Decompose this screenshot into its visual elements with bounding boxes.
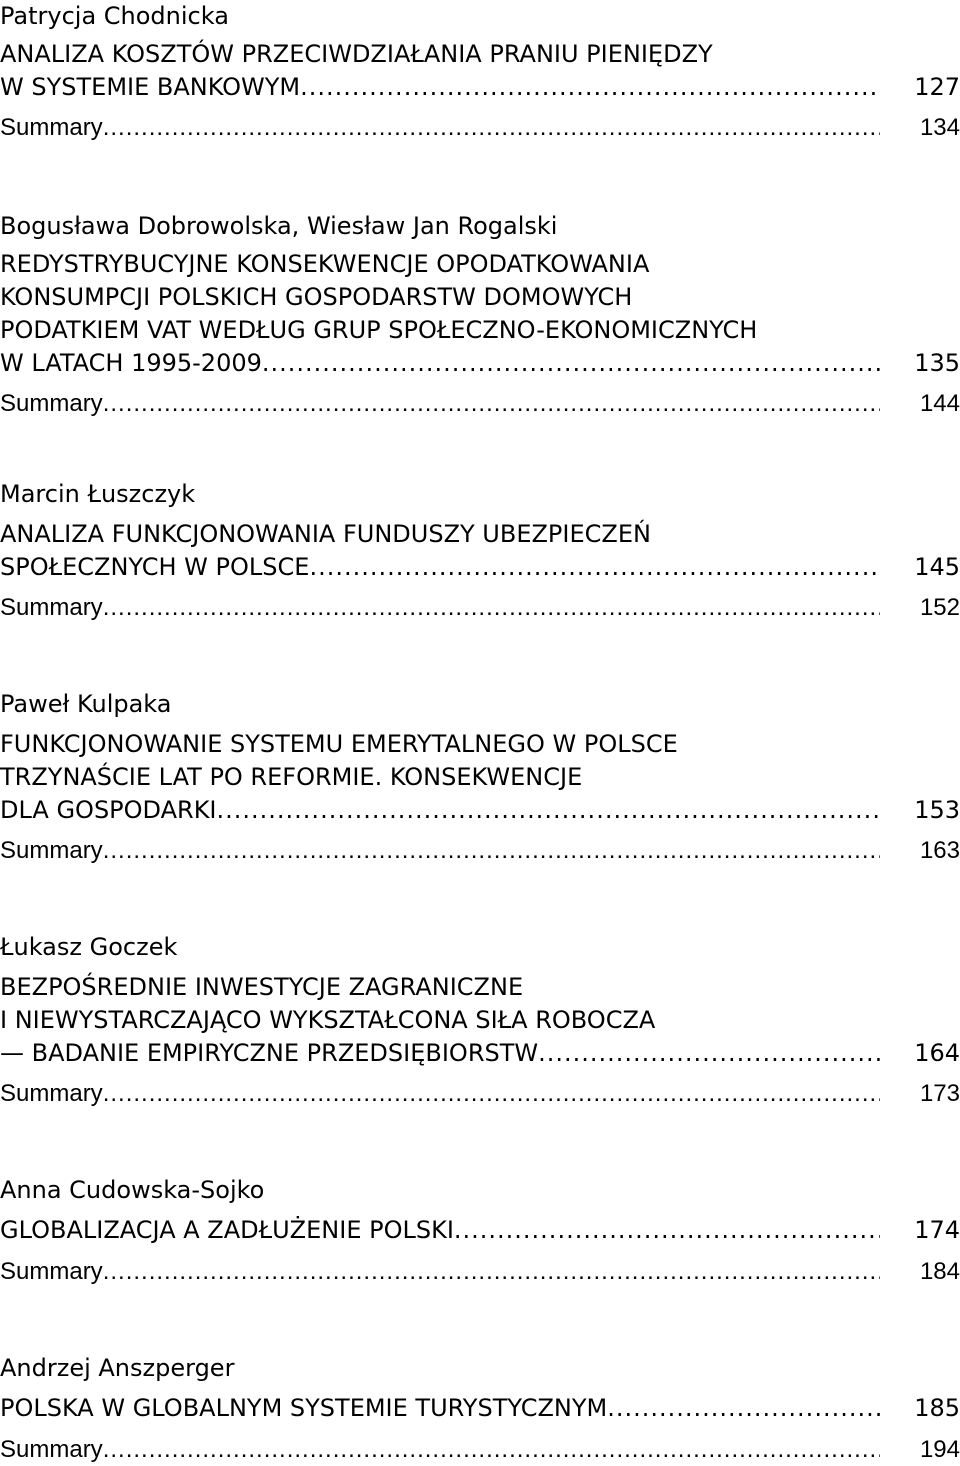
summary-label: Summary ..... [0, 1078, 880, 1110]
entry-author: Patrycja Chodnicka [0, 2, 229, 30]
entry-author: Łukasz Goczek [0, 933, 178, 961]
entry-title-last: W LATACH 1995-2009 ..... [0, 347, 880, 379]
entry-title-row[interactable] [0, 551, 960, 583]
entry-title-line: I NIEWYSTARCZAJĄCO WYKSZTAŁCONA SIŁA ROBOCZA [0, 1006, 656, 1034]
entry-author: Andrzej Anszperger [0, 1354, 235, 1382]
entry-author: Paweł Kulpaka [0, 690, 172, 718]
entry-title-row[interactable] [0, 1392, 960, 1424]
entry-summary-row[interactable] [0, 1078, 960, 1110]
entry-page: 185 [914, 1394, 960, 1422]
entry-page: 164 [914, 1039, 960, 1067]
entry-title-last: GLOBALIZACJA A ZADŁUŻENIE POLSKI ..... [0, 1214, 880, 1246]
entry-title-row[interactable] [0, 1037, 960, 1069]
entry-title-line: FUNKCJONOWANIE SYSTEMU EMERYTALNEGO W POLSCE [0, 730, 678, 758]
summary-label: Summary ..... [0, 1434, 880, 1466]
entry-title-line: PODATKIEM VAT WEDŁUG GRUP SPOŁECZNO-EKONOMICZNYCH [0, 316, 758, 344]
entry-summary-row[interactable] [0, 592, 960, 624]
summary-label: Summary ..... [0, 835, 880, 867]
entry-page: 153 [914, 796, 960, 824]
entry-title-line: ANALIZA FUNKCJONOWANIA FUNDUSZY UBEZPIECZEŃ [0, 520, 651, 548]
entry-title-row[interactable] [0, 347, 960, 379]
entry-page: 174 [914, 1216, 960, 1244]
entry-author: Bogusława Dobrowolska, Wiesław Jan Rogalski [0, 212, 558, 240]
summary-page: 152 [919, 594, 960, 621]
entry-author: Marcin Łuszczyk [0, 480, 196, 508]
entry-title-line: REDYSTRYBUCYJNE KONSEKWENCJE OPODATKOWANIA [0, 250, 650, 278]
entry-page: 135 [914, 349, 960, 377]
entry-title-last: POLSKA W GLOBALNYM SYSTEMIE TURYSTYCZNYM ..... [0, 1392, 880, 1424]
entry-title-line: ANALIZA KOSZTÓW PRZECIWDZIAŁANIA PRANIU PIENIĘDZY [0, 40, 713, 68]
entry-page: 145 [914, 553, 960, 581]
entry-summary-row[interactable] [0, 835, 960, 867]
summary-label: Summary ..... [0, 112, 880, 144]
entry-summary-row[interactable] [0, 112, 960, 144]
entry-title-row[interactable] [0, 1214, 960, 1246]
summary-label: Summary ..... [0, 388, 880, 420]
entry-title-last: SPOŁECZNYCH W POLSCE ..... [0, 551, 880, 583]
summary-page: 173 [919, 1080, 960, 1107]
summary-label: Summary ..... [0, 592, 880, 624]
entry-summary-row[interactable] [0, 388, 960, 420]
entry-author: Anna Cudowska-Sojko [0, 1176, 265, 1204]
entry-title-line: TRZYNAŚCIE LAT PO REFORMIE. KONSEKWENCJE [0, 763, 583, 791]
summary-page: 144 [919, 390, 960, 417]
summary-label: Summary ..... [0, 1256, 880, 1288]
summary-page: 194 [919, 1436, 960, 1463]
entry-title-row[interactable] [0, 794, 960, 826]
entry-page: 127 [914, 73, 960, 101]
entry-title-last: — BADANIE EMPIRYCZNE PRZEDSIĘBIORSTW ..... [0, 1037, 880, 1069]
entry-summary-row[interactable] [0, 1434, 960, 1466]
summary-page: 184 [919, 1258, 960, 1285]
entry-title-line: BEZPOŚREDNIE INWESTYCJE ZAGRANICZNE [0, 973, 524, 1001]
entry-title-row[interactable] [0, 71, 960, 103]
entry-summary-row[interactable] [0, 1256, 960, 1288]
entry-title-last: DLA GOSPODARKI ..... [0, 794, 880, 826]
summary-page: 134 [919, 114, 960, 141]
entry-title-line: KONSUMPCJI POLSKICH GOSPODARSTW DOMOWYCH [0, 283, 633, 311]
entry-title-last: W SYSTEMIE BANKOWYM ..... [0, 71, 880, 103]
summary-page: 163 [919, 837, 960, 864]
